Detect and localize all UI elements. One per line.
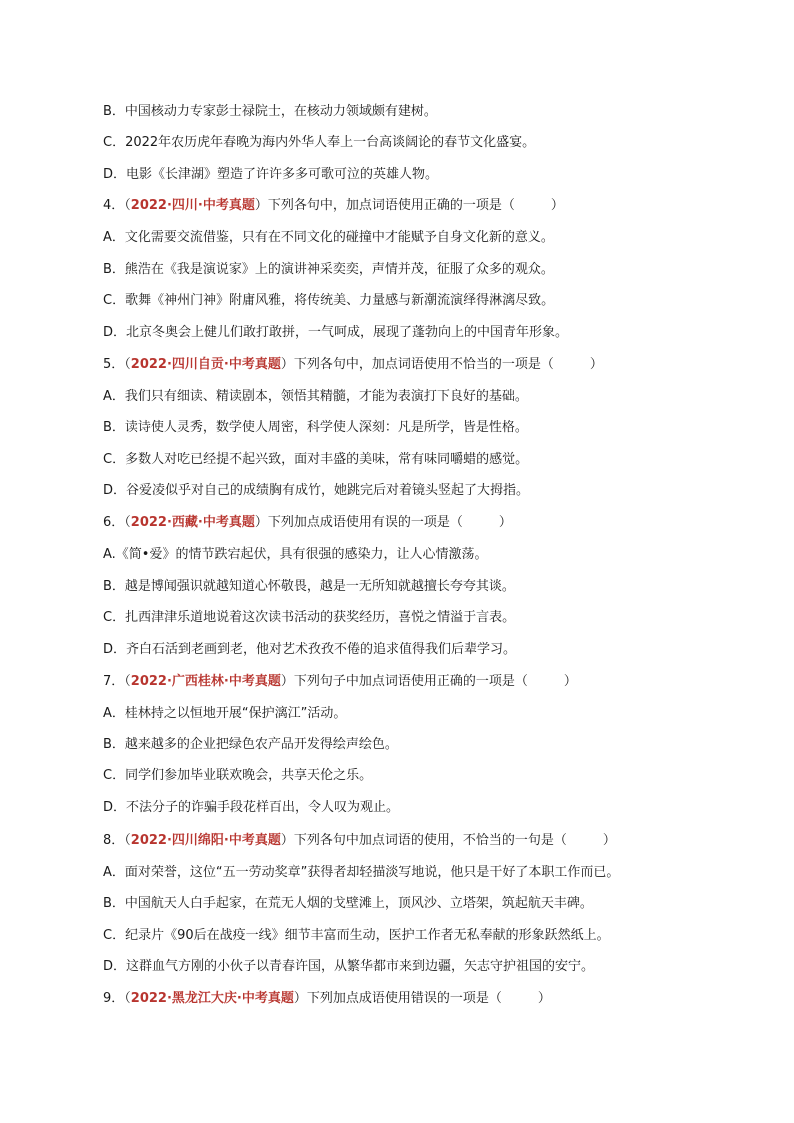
option-text: 中国航天人白手起家，在荒无人烟的戈壁滩上，顶风沙、立塔架，筑起航天丰碑。 (124, 896, 593, 911)
question-number: 6． (103, 515, 125, 530)
option-text: 2022年农历虎年春晚为海内外华人奉上一台高谈阔论的春节文化盛宴。 (125, 135, 536, 150)
question-text: 下列加点成语使用错误的一项是（ (306, 991, 502, 1006)
option-label: B． (103, 104, 125, 119)
question-stem: 7．（2022·广西桂林·中考真题）下列句子中加点词语使用正确的一项是（ ） (103, 674, 577, 689)
option-label: B． (103, 420, 125, 435)
option-line (103, 864, 703, 882)
question-source: 2022·黑龙江大庆·中考真题 (130, 991, 294, 1006)
question-stem: 6．（2022·西藏·中考真题）下列加点成语使用有误的一项是（ ） (103, 515, 512, 530)
question-source: 2022·四川·中考真题 (130, 198, 255, 213)
question-number: 9． (103, 991, 125, 1006)
question-text: 下列各句中，加点词语使用不恰当的一项是（ (293, 357, 554, 372)
option-label: B． (103, 737, 125, 752)
option-label: D． (103, 167, 127, 182)
option-text: 桂林持之以恒地开展“保护漓江”活动。 (124, 706, 347, 721)
option-line (103, 958, 703, 976)
option-text: 歌舞《神州门神》附庸风雅，将传统美、力量感与新潮流演绎得淋漓尽致。 (125, 293, 555, 308)
option-text: 我们只有细读、精读剧本，领悟其精髓，才能为表演打下良好的基础。 (124, 389, 528, 404)
option-line (103, 166, 703, 184)
option-line (103, 927, 703, 945)
option-label: B． (103, 896, 125, 911)
option-line (103, 419, 703, 437)
option-text: 中国核动力专家彭士禄院士，在核动力领域颇有建树。 (124, 104, 437, 119)
option-label: A． (103, 706, 125, 721)
option-label: C． (103, 928, 126, 943)
option-line (103, 482, 703, 500)
option-text: 纪录片《90后在战疫一线》细节丰富而生动，医护工作者无私奉献的形象跃然纸上。 (125, 928, 610, 943)
question-text: 下列各句中，加点词语使用正确的一项是（ (267, 198, 515, 213)
option-label: C． (103, 610, 126, 625)
question-source: 2022·四川绵阳·中考真题 (130, 833, 281, 848)
option-label: C． (103, 452, 126, 467)
option-text: 谷爱凌似乎对自己的成绩胸有成竹，她跳完后对着镜头竖起了大拇指。 (126, 483, 530, 498)
option-text: 北京冬奥会上健儿们敢打敢拼，一气呵成，展现了蓬勃向上的中国青年形象。 (126, 325, 569, 340)
option-text: 越来越多的企业把绿色农产品开发得绘声绘色。 (124, 737, 398, 752)
option-line (103, 261, 703, 279)
question-source: 2022·西藏·中考真题 (130, 515, 255, 530)
option-text: 文化需要交流借鉴，只有在不同文化的碰撞中才能赋予自身文化新的意义。 (124, 230, 554, 245)
option-line (103, 103, 703, 121)
question-number: 7． (103, 674, 125, 689)
question-text: 下列句子中加点词语使用正确的一项是（ (293, 674, 528, 689)
option-label: D． (103, 800, 127, 815)
option-line (103, 292, 703, 310)
option-line (103, 134, 703, 152)
option-text: 面对荣誉，这位“五一劳动奖章”获得者却轻描淡写地说，他只是干好了本职工作而已。 (124, 865, 620, 880)
option-text: 齐白石活到老画到老，他对艺术孜孜不倦的追求值得我们后辈学习。 (126, 642, 517, 657)
option-line (103, 641, 703, 659)
option-label: B． (103, 579, 125, 594)
option-line (103, 578, 703, 596)
option-line (103, 705, 703, 723)
option-text: 读诗使人灵秀，数学使人周密，科学使人深刻：凡是所学，皆是性格。 (124, 420, 528, 435)
option-text: 这群血气方刚的小伙子以青春许国，从繁华都市来到边疆，矢志守护祖国的安宁。 (126, 959, 595, 974)
option-label: B． (103, 262, 125, 277)
option-text: 电影《长津湖》塑造了许许多多可歌可泣的英雄人物。 (126, 167, 439, 182)
question-source: 2022·四川自贡·中考真题 (130, 357, 281, 372)
option-label: C． (103, 293, 126, 308)
option-line (103, 767, 703, 785)
option-label: D． (103, 325, 127, 340)
option-label: A． (103, 230, 125, 245)
option-text: 扎西津津乐道地说着这次读书活动的获奖经历，喜悦之情溢于言表。 (125, 610, 516, 625)
question-stem: 9．（2022·黑龙江大庆·中考真题）下列加点成语使用错误的一项是（ ） (103, 991, 551, 1006)
option-line (103, 799, 703, 817)
option-line (103, 736, 703, 754)
option-line (103, 229, 703, 247)
option-line (103, 609, 703, 627)
option-line (103, 895, 703, 913)
option-text: 越是博闻强识就越知道心怀敬畏，越是一无所知就越擅长夸夸其谈。 (124, 579, 515, 594)
option-label: D． (103, 959, 127, 974)
question-number: 4． (103, 198, 125, 213)
option-label: D． (103, 642, 127, 657)
option-label: A． (103, 865, 125, 880)
option-line (103, 388, 703, 406)
question-number: 5． (103, 357, 125, 372)
option-text: 多数人对吃已经提不起兴致，面对丰盛的美味，常有味同嚼蜡的感觉。 (125, 452, 529, 467)
question-text: 下列各句中加点词语的使用，不恰当的一句是（ (293, 833, 567, 848)
option-label: A． (103, 389, 125, 404)
option-label: C． (103, 768, 126, 783)
question-number: 8． (103, 833, 125, 848)
question-text: 下列加点成语使用有误的一项是（ (267, 515, 463, 530)
option-text: 同学们参加毕业联欢晚会，共享天伦之乐。 (125, 768, 373, 783)
option-text: 熊浩在《我是演说家》上的演讲神采奕奕，声情并茂，征服了众多的观众。 (124, 262, 554, 277)
option-line (103, 546, 703, 564)
option-text: 《简•爱》的情节跌宕起伏，具有很强的感染力，让人心情激荡。 (115, 547, 488, 562)
option-line (103, 324, 703, 342)
option-label: D． (103, 483, 127, 498)
question-stem: 5．（2022·四川自贡·中考真题）下列各句中，加点词语使用不恰当的一项是（ ） (103, 357, 603, 372)
question-source: 2022·广西桂林·中考真题 (130, 674, 281, 689)
option-line (103, 451, 703, 469)
question-stem: 4．（2022·四川·中考真题）下列各句中，加点词语使用正确的一项是（ ） (103, 198, 564, 213)
question-stem: 8．（2022·四川绵阳·中考真题）下列各句中加点词语的使用，不恰当的一句是（ ） (103, 833, 616, 848)
option-text: 不法分子的诈骗手段花样百出，令人叹为观止。 (126, 800, 400, 815)
option-label: C． (103, 135, 126, 150)
option-label: A. (103, 547, 116, 562)
